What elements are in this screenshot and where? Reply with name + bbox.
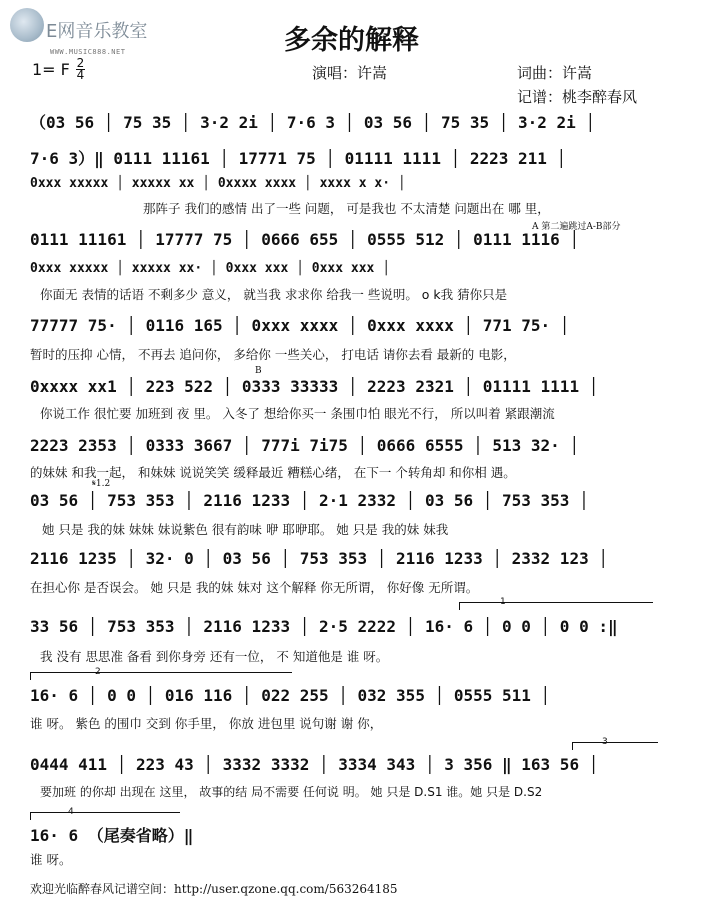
rhythm-row-2: 0xxx xxxxx │ xxxxx xx │ 0xxxx xxxx │ xxxx x x· │	[30, 176, 406, 191]
time-top: 2	[76, 56, 85, 70]
score-row-10: 16· 6 │ 0 0 │ 016 116 │ 022 255 │ 032 355 │ 0555 511 │	[30, 686, 551, 705]
ending-2-tick	[30, 672, 31, 680]
segno-mark: 𝄋1.2	[92, 479, 111, 489]
lyric-row-3: 你面无 表情的话语 不剩多少 意义， 就当我 求求你 给我一 些说明。 o k我 猜你只是	[40, 287, 508, 302]
time-signature	[76, 58, 85, 81]
lyric-row-8: 在担心你 是否误会。 她 只是 我的妹 妹对 这个解释 你无所谓， 你好像 无所谓。	[30, 580, 479, 595]
ending-2-number: 2	[95, 667, 101, 677]
ending-1-bracket	[459, 602, 653, 603]
ending-3-bracket	[572, 742, 658, 743]
ending-1-number: 1	[500, 597, 506, 607]
footer-text: 欢迎光临醉春风记谱空间：http://user.qzone.qq.com/563264185	[30, 882, 398, 896]
rhythm-row-3: 0xxx xxxxx │ xxxxx xx· │ 0xxx xxx │ 0xxx xxx │	[30, 261, 391, 276]
ending-1-tick	[459, 602, 460, 610]
ending-4-tick	[30, 812, 31, 820]
lyric-row-5: 你说工作 很忙要 加班到 夜 里。 入冬了 想给你买一 条围巾怕 眼光不行， 所以叫着 紧跟潮流	[40, 406, 555, 421]
score-row-8: 2116 1235 │ 32· 0 │ 03 56 │ 753 353 │ 2116 1233 │ 2332 123 │	[30, 549, 608, 568]
score-row-4: 77777 75· │ 0116 165 │ 0xxx xxxx │ 0xxx xxxx │ 771 75· │	[30, 316, 570, 335]
ending-2-bracket	[30, 672, 292, 673]
score-row-1: （03 56 │ 75 35 │ 3·2 2i │ 7·6 3 │ 03 56 │ 75 35 │ 3·2 2i │	[30, 113, 596, 132]
score-row-6: 2223 2353 │ 0333 3667 │ 777i 7i75 │ 0666 6555 │ 513 32· │	[30, 436, 580, 455]
score-row-11: 0444 411 │ 223 43 │ 3332 3332 │ 3334 343 │ 3 356 ‖ 163 56 │	[30, 755, 599, 774]
score-row-5: 0xxxx xx1 │ 223 522 │ 0333 33333 │ 2223 2321 │ 01111 1111 │	[30, 377, 599, 396]
ending-4-bracket	[30, 812, 180, 813]
lyric-row-7: 她 只是 我的妹 妹妹 妹说紫色 很有韵味 咿 耶咿耶。 她 只是 我的妹 妹我	[42, 522, 449, 537]
time-bottom: 4	[76, 68, 85, 82]
logo-url: WWW.MUSIC888.NET	[50, 48, 126, 56]
score-row-9: 33 56 │ 753 353 │ 2116 1233 │ 2·5 2222 │ 16· 6 │ 0 0 │ 0 0 :‖	[30, 617, 618, 636]
lyric-row-6: 的妹妹 和我一起， 和妹妹 说说笑笑 缓释最近 糟糕心绪， 在下一 个转角却 和你相 遇。	[30, 465, 516, 480]
ending-4-number: 4	[68, 807, 74, 817]
composer-credit: 词曲：许嵩	[517, 64, 593, 82]
song-title: 多余的解释	[284, 25, 419, 56]
score-row-7: 03 56 │ 753 353 │ 2116 1233 │ 2·1 2332 │ 03 56 │ 753 353 │	[30, 491, 589, 510]
lyric-row-10: 谁 呀。 紫色 的围巾 交到 你手里， 你放 进包里 说句谢 谢 你，	[30, 716, 383, 731]
ending-3-number: 3	[602, 737, 608, 747]
lyric-row-12: 谁 呀。	[30, 852, 72, 867]
section-a-note: A 第二遍跳过A-B部分	[532, 222, 621, 232]
score-row-12: 16· 6 （尾奏省略）‖	[30, 826, 194, 845]
score-row-3: 0111 11161 │ 17777 75 │ 0666 655 │ 0555 512 │ 0111 1116 │	[30, 230, 580, 249]
logo-text: E网音乐教室	[46, 21, 148, 42]
mark-b: B	[255, 366, 262, 376]
lyric-row-9: 我 没有 思思准 备看 到你身旁 还有一位， 不 知道他是 谁 呀。	[40, 649, 389, 664]
lyric-row-11: 要加班 的你却 出现在 这里， 故事的结 局不需要 任何说 明。 她 只是 D.S1 谁。她 只是 D.S2	[40, 785, 543, 799]
ending-3-tick	[572, 742, 573, 750]
key-signature: 1= F	[32, 60, 70, 79]
score-row-2: 7·6 3）‖ 0111 11161 │ 17771 75 │ 01111 1111 │ 2223 211 │	[30, 149, 567, 168]
lyric-row-2: 那阵子 我们的感情 出了一些 问题， 可是我也 不太清楚 问题出在 哪 里，	[143, 201, 550, 216]
lyric-row-4: 暂时的压抑 心情， 不再去 追问你， 多给你 一些关心， 打电话 请你去看 最新的 电影，	[30, 347, 516, 362]
transcriber-credit: 记谱：桃李醉春风	[517, 88, 638, 106]
singer-credit: 演唱：许嵩	[312, 64, 388, 82]
